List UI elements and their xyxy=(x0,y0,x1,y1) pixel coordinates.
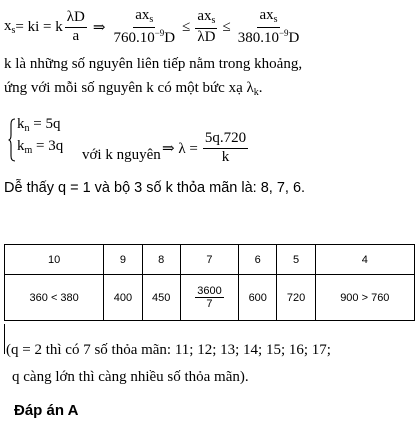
equation-row-1 xyxy=(4,8,303,46)
fraction-380: $\frac{ax_s}{380.10^{-9}D}$ xyxy=(237,7,300,46)
k-lambda-table xyxy=(4,244,415,321)
lambda-formula: ⇒ λ = $\frac{5q.720}{k}$ xyxy=(162,130,247,165)
fraction-lambda: $\frac{ax_s}{\lambda D}$ xyxy=(197,8,216,45)
table-cell: 9 xyxy=(104,245,142,275)
implies-symbol: ⇒ xyxy=(92,19,106,36)
with-integer-k: với k nguyên xyxy=(82,147,161,163)
table-cell: 5 xyxy=(277,245,315,275)
table-cell: 8 xyxy=(142,245,180,275)
text-line-2: k là những số nguyên liên tiếp nằm trong khoảng, xyxy=(4,56,303,72)
left-margin-bar xyxy=(4,324,5,354)
ki-expression: = ki = k xyxy=(15,18,63,35)
text-easy-see: Dễ thấy q = 1 và bộ 3 số k thỏa mãn là: 8, 7, 6. xyxy=(4,180,306,196)
fraction-lambda-d-over-a: $\frac{\lambda D}{a}$ xyxy=(66,8,85,44)
text-line-3: ứng với mỗi số nguyên k có một bức xạ $\lambda_k$. xyxy=(4,80,263,98)
table-cell: 6 xyxy=(239,245,277,275)
table-cell: 10 xyxy=(5,245,104,275)
table-cell: 600 xyxy=(239,275,277,321)
less-equal-1: ≤ xyxy=(182,18,191,35)
fraction-760: $\frac{ax_s}{760.10^{-9}D}$ xyxy=(113,7,176,46)
table-row-lambda xyxy=(5,275,415,321)
left-brace-icon xyxy=(8,118,16,162)
table-row-k xyxy=(5,245,415,275)
system-row-2: $k_m = 3q$ xyxy=(17,138,64,156)
note-line-1: (q = 2 thì có 7 số thỏa mãn: 11; 12; 13; 14; 15; 16; 17; xyxy=(6,342,331,358)
table-cell: 400 xyxy=(104,275,142,321)
answer-label: Đáp án A xyxy=(14,402,79,419)
note-line-2: q càng lớn thì càng nhiều số thỏa mãn). xyxy=(12,369,249,385)
table-cell: 4 xyxy=(315,245,414,275)
system-row-1: $k_n = 5q$ xyxy=(17,116,61,134)
table-cell-fraction: $\frac{3600}{7}$ xyxy=(180,275,238,321)
table-cell: 360 < 380 xyxy=(5,275,104,321)
less-equal-2: ≤ xyxy=(222,18,231,35)
table-cell: 720 xyxy=(277,275,315,321)
table-cell: 450 xyxy=(142,275,180,321)
table-cell: 7 xyxy=(180,245,238,275)
x-symbol: $x_s$ xyxy=(4,18,16,37)
table-cell: 900 > 760 xyxy=(315,275,414,321)
